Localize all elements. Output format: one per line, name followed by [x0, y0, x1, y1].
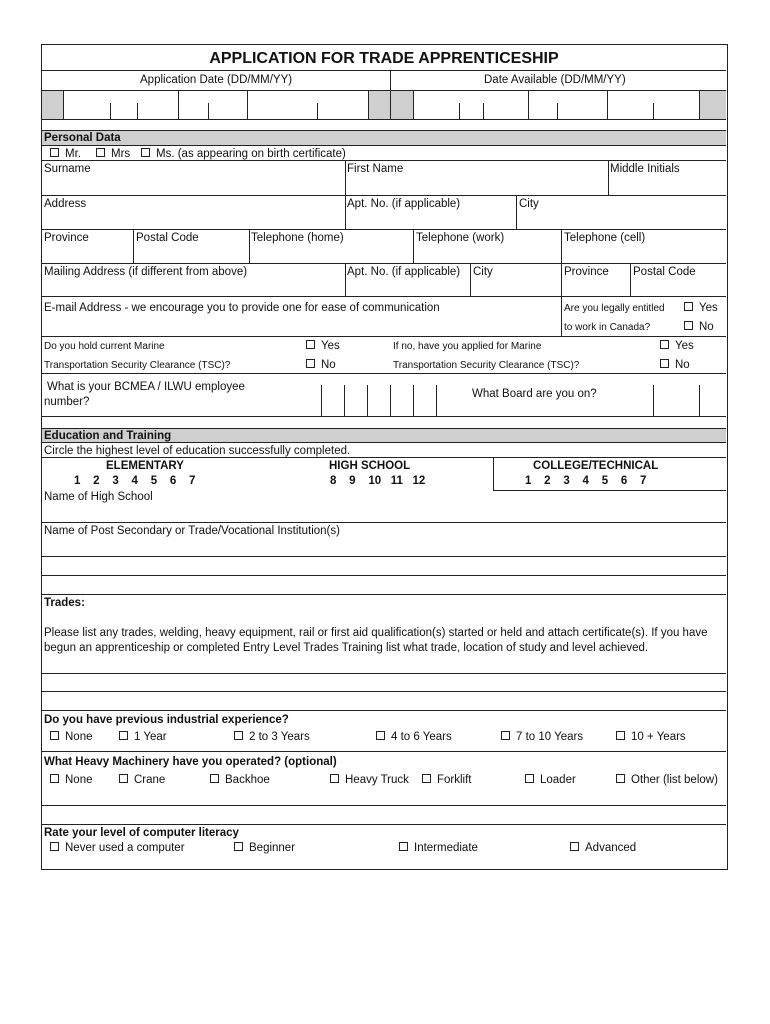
computer-question: Rate your level of computer literacy [44, 827, 239, 839]
machinery-other-line[interactable] [42, 805, 726, 806]
education-instruction: Circle the highest level of education successfully completed. [44, 445, 351, 457]
checkbox-icon [234, 842, 243, 851]
machinery-backhoe[interactable]: Backhoe [210, 774, 270, 787]
telephone-work-field[interactable]: Telephone (work) [416, 232, 505, 244]
machinery-heavy-truck[interactable]: Heavy Truck [330, 774, 409, 787]
college-label: COLLEGE/TECHNICAL [533, 460, 659, 472]
checkbox-icon [50, 842, 59, 851]
province2-field[interactable]: Province [564, 266, 609, 278]
checkbox-icon [119, 731, 128, 740]
tsc-applied-yes-option[interactable]: Yes [660, 340, 694, 353]
experience-none[interactable]: None [50, 731, 93, 744]
elementary-grades[interactable]: 1 2 3 4 5 6 7 [74, 475, 196, 487]
computer-beginner[interactable]: Beginner [234, 842, 295, 855]
apt2-field[interactable]: Apt. No. (if applicable) [347, 266, 461, 278]
board-box-left[interactable] [653, 385, 654, 416]
checkbox-icon [501, 731, 510, 740]
surname-field[interactable]: Surname [44, 163, 91, 175]
high-school-grades[interactable]: 8 9 10 11 12 [330, 475, 426, 487]
machinery-none[interactable]: None [50, 774, 93, 787]
legal-no-option[interactable]: No [684, 321, 714, 334]
experience-7-10-years[interactable]: 7 to 10 Years [501, 731, 583, 744]
checkbox-icon [684, 302, 693, 311]
checkbox-icon [50, 148, 59, 157]
checkbox-icon [660, 359, 669, 368]
checkbox-icon [570, 842, 579, 851]
elementary-label: ELEMENTARY [106, 460, 184, 472]
bcmea-question-line1: What is your BCMEA / ILWU employee [47, 381, 245, 393]
bcmea-question-line2: number? [44, 396, 90, 408]
checkbox-icon [376, 731, 385, 740]
email-field[interactable]: E-mail Address - we encourage you to provide one for ease of communication [44, 302, 440, 314]
legal-question-line2: to work in Canada? [564, 322, 651, 333]
trades-line-2[interactable] [42, 691, 726, 692]
salutation-mrs[interactable]: Mrs [96, 148, 130, 161]
education-header: Education and Training [44, 430, 172, 442]
trades-header: Trades: [44, 597, 85, 609]
computer-never[interactable]: Never used a computer [50, 842, 185, 855]
post-secondary-line[interactable] [42, 575, 726, 576]
machinery-question: What Heavy Machinery have you operated? (optional) [44, 756, 337, 768]
high-school-name-field[interactable]: Name of High School [44, 491, 153, 503]
board-box-right[interactable] [699, 385, 700, 416]
experience-2-3-years[interactable]: 2 to 3 Years [234, 731, 310, 744]
checkbox-icon [684, 321, 693, 330]
checkbox-icon [525, 774, 534, 783]
trades-text-line1: Please list any trades, welding, heavy equipment, rail or first aid qualification(s) started or held and attach certificate(s). If you have [44, 627, 708, 639]
application-form [41, 44, 728, 870]
application-date-label: Application Date (DD/MM/YY) [140, 74, 293, 86]
tsc-no-option[interactable]: No [306, 359, 336, 372]
address-field[interactable]: Address [44, 198, 87, 210]
checkbox-icon [330, 774, 339, 783]
date-available-label: Date Available (DD/MM/YY) [484, 74, 626, 86]
checkbox-icon [50, 731, 59, 740]
checkbox-icon [660, 340, 669, 349]
postal-code-field[interactable]: Postal Code [136, 232, 199, 244]
computer-advanced[interactable]: Advanced [570, 842, 636, 855]
province-field[interactable]: Province [44, 232, 89, 244]
apt-field[interactable]: Apt. No. (if applicable) [347, 198, 461, 210]
experience-1-year[interactable]: 1 Year [119, 731, 167, 744]
middle-initials-field[interactable]: Middle Initials [610, 163, 680, 175]
high-school-label: HIGH SCHOOL [329, 460, 411, 472]
checkbox-icon [119, 774, 128, 783]
machinery-forklift[interactable]: Forklift [422, 774, 472, 787]
salutation-mr[interactable]: Mr. [50, 148, 81, 161]
experience-4-6-years[interactable]: 4 to 6 Years [376, 731, 452, 744]
personal-data-header: Personal Data [44, 132, 121, 144]
computer-intermediate[interactable]: Intermediate [399, 842, 478, 855]
checkbox-icon [399, 842, 408, 851]
salutation-ms[interactable]: Ms. (as appearing on birth certificate) [141, 148, 346, 161]
machinery-loader[interactable]: Loader [525, 774, 576, 787]
trades-text-line2: begun an apprenticeship or completed Entry Level Trades Training list what trade, location of study and level achieved. [44, 642, 649, 654]
checkbox-icon [141, 148, 150, 157]
city-field[interactable]: City [519, 198, 539, 210]
legal-question-line1: Are you legally entitled [564, 303, 665, 314]
telephone-home-field[interactable]: Telephone (home) [251, 232, 344, 244]
experience-question: Do you have previous industrial experience? [44, 714, 289, 726]
mailing-address-field[interactable]: Mailing Address (if different from above) [44, 266, 248, 278]
trades-line-1[interactable] [42, 673, 726, 674]
checkbox-icon [616, 731, 625, 740]
form-title: APPLICATION FOR TRADE APPRENTICESHIP [209, 50, 559, 67]
machinery-other[interactable]: Other (list below) [616, 774, 718, 787]
checkbox-icon [96, 148, 105, 157]
machinery-crane[interactable]: Crane [119, 774, 165, 787]
postal-code2-field[interactable]: Postal Code [633, 266, 696, 278]
checkbox-icon [306, 359, 315, 368]
checkbox-icon [616, 774, 625, 783]
checkbox-icon [50, 774, 59, 783]
tsc-applied-line1: If no, have you applied for Marine [393, 341, 542, 352]
checkbox-icon [306, 340, 315, 349]
tsc-applied-line2: Transportation Security Clearance (TSC)? [393, 360, 580, 371]
telephone-cell-field[interactable]: Telephone (cell) [564, 232, 646, 244]
college-years[interactable]: 1 2 3 4 5 6 7 [525, 475, 647, 487]
legal-yes-option[interactable]: Yes [684, 302, 718, 315]
board-question: What Board are you on? [472, 388, 597, 400]
tsc-applied-no-option[interactable]: No [660, 359, 690, 372]
post-secondary-field[interactable]: Name of Post Secondary or Trade/Vocational Institution(s) [44, 525, 340, 537]
experience-10-plus-years[interactable]: 10 + Years [616, 731, 686, 744]
tsc-yes-option[interactable]: Yes [306, 340, 340, 353]
checkbox-icon [234, 731, 243, 740]
city2-field[interactable]: City [473, 266, 493, 278]
checkbox-icon [210, 774, 219, 783]
checkbox-icon [422, 774, 431, 783]
first-name-field[interactable]: First Name [347, 163, 404, 175]
tsc-question-line2: Transportation Security Clearance (TSC)? [44, 360, 231, 371]
tsc-question-line1: Do you hold current Marine [44, 341, 165, 352]
